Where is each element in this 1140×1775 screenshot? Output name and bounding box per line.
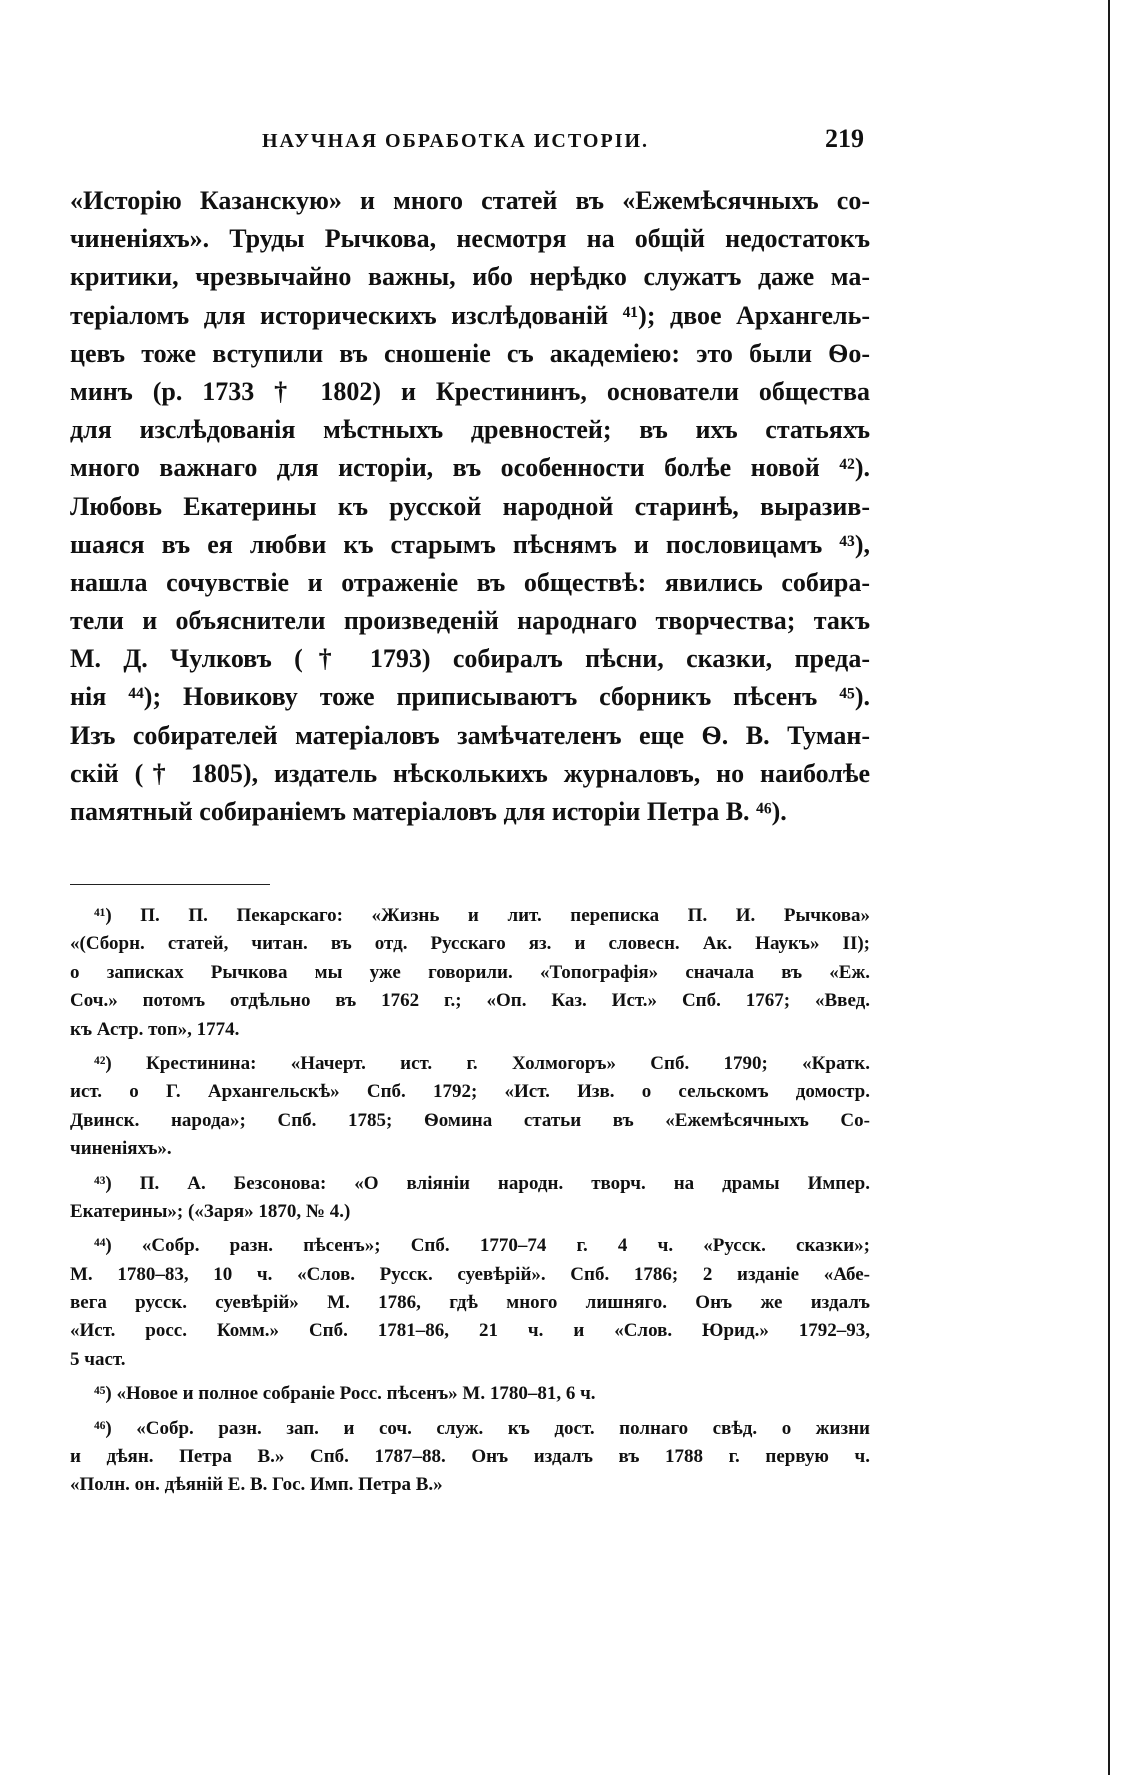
text-line: скій († 1805), издатель нѣсколькихъ журналовъ, но наиболѣе bbox=[70, 758, 870, 788]
footnote-line: о записках Рычкова мы уже говорили. «Топографія» сначала въ «Еж. bbox=[70, 961, 870, 983]
text-line: чиненіяхъ». Труды Рычкова, несмотря на общій недостатокъ bbox=[70, 224, 870, 254]
footnote-line: ⁴³) П. А. Безсонова: «О вліяніи народн. творч. на драмы Импер. bbox=[94, 1172, 870, 1194]
footnote-line: «(Сборн. статей, читан. въ отд. Русскаго яз. и словесн. Ак. Наукъ» II); bbox=[70, 933, 870, 955]
footnote-line: вега русск. суевѣрій» М. 1786, гдѣ много лишняго. Онъ же издалъ bbox=[70, 1292, 870, 1314]
text-line: цевъ тоже вступили въ сношеніе съ академіею: это были Ѳо- bbox=[70, 338, 870, 368]
footnote bbox=[70, 1380, 870, 1408]
footnote-line: чиненіяхъ». bbox=[70, 1138, 172, 1160]
footnote-line: ⁴⁴) «Собр. разн. пѣсенъ»; Спб. 1770–74 г. 4 ч. «Русск. сказки»; bbox=[94, 1235, 870, 1257]
text-line: для изслѣдованія мѣстныхъ древностей; въ ихъ статьяхъ bbox=[70, 415, 870, 445]
running-title: НАУЧНАЯ ОБРАБОТКА ИСТОРІИ. bbox=[262, 130, 650, 152]
footnote bbox=[70, 1232, 870, 1374]
text-line: Любовь Екатерины къ русской народной старинѣ, выразив- bbox=[70, 491, 870, 521]
footnote-line: Соч.» потомъ отдѣльно въ 1762 г.; «Оп. Каз. Ист.» Спб. 1767; «Введ. bbox=[70, 990, 870, 1012]
footnote-line: ⁴¹) П. П. Пекарскаго: «Жизнь и лит. переписка П. И. Рычкова» bbox=[94, 905, 870, 926]
text-line: много важнаго для исторіи, въ особенности болѣе новой ⁴²). bbox=[70, 453, 870, 483]
footnote-line: ⁴⁵) «Новое и полное собраніе Росс. пѣсенъ» М. 1780–81, 6 ч. bbox=[94, 1383, 596, 1405]
text-line: «Исторію Казанскую» и много статей въ «Ежемѣсячныхъ со- bbox=[70, 186, 870, 215]
footnote-separator bbox=[70, 884, 270, 885]
footnote-line: «Полн. он. дѣяній Е. В. Гос. Имп. Петра В.» bbox=[70, 1474, 443, 1496]
footnote-line: ист. о Г. Архангельскѣ» Спб. 1792; «Ист. Изв. о сельскомъ домостр. bbox=[70, 1081, 870, 1103]
footnote-line: Екатерины»; («Заря» 1870, № 4.) bbox=[70, 1200, 351, 1222]
footnote-line: «Ист. росс. Комм.» Спб. 1781–86, 21 ч. и «Слов. Юрид.» 1792–93, bbox=[70, 1320, 870, 1342]
page-number: 219 bbox=[825, 124, 864, 153]
text-line: минъ (р. 1733 † 1802) и Крестининъ, основатели общества bbox=[70, 376, 870, 406]
footnote-line: и дѣян. Петра В.» Спб. 1787–88. Онъ издалъ въ 1788 г. первую ч. bbox=[70, 1446, 870, 1468]
footnote bbox=[70, 1050, 870, 1164]
footnote bbox=[70, 902, 870, 1044]
text-line: Изъ собирателей матеріаловъ замѣчателенъ еще Ѳ. В. Туман- bbox=[70, 720, 870, 750]
text-line: нія ⁴⁴); Новикову тоже приписываютъ сборникъ пѣсенъ ⁴⁵). bbox=[70, 682, 870, 712]
text-line: критики, чрезвычайно важны, ибо нерѣдко служатъ даже ма- bbox=[70, 262, 870, 292]
footnote bbox=[70, 1415, 870, 1500]
footnote bbox=[70, 1170, 870, 1227]
main-text bbox=[70, 182, 870, 831]
page-header bbox=[70, 124, 870, 164]
text-line: памятный собираніемъ матеріаловъ для исторіи Петра В. ⁴⁶). bbox=[70, 797, 787, 826]
text-line: М. Д. Чулковъ († 1793) собиралъ пѣсни, сказки, преда- bbox=[70, 644, 870, 674]
footnote-line: 5 част. bbox=[70, 1348, 126, 1370]
text-line: теріаломъ для историческихъ изслѣдованій ⁴¹); двое Архангель- bbox=[70, 300, 870, 330]
footnote-line: ⁴⁶) «Собр. разн. зап. и соч. служ. къ дост. полнаго свѣд. о жизни bbox=[94, 1417, 870, 1439]
text-line: шаяся въ ея любви къ старымъ пѣснямъ и пословицамъ ⁴³), bbox=[70, 529, 870, 559]
footnotes bbox=[70, 902, 870, 1500]
footnote-line: къ Астр. топ», 1774. bbox=[70, 1018, 240, 1040]
page-edge-line bbox=[1108, 0, 1110, 1775]
footnote-line: Двинск. народа»; Спб. 1785; Ѳомина статьи въ «Ежемѣсячныхъ Со- bbox=[70, 1109, 870, 1131]
footnote-line: М. 1780–83, 10 ч. «Слов. Русск. суевѣрій». Спб. 1786; 2 изданіе «Абе- bbox=[70, 1263, 870, 1285]
text-line: нашла сочувствіе и отраженіе въ обществѣ: явились собира- bbox=[70, 567, 870, 597]
footnote-line: ⁴²) Крестинина: «Начерт. ист. г. Холмогоръ» Спб. 1790; «Кратк. bbox=[94, 1052, 870, 1074]
text-line: тели и объяснители произведеній народнаго творчества; такъ bbox=[70, 606, 870, 636]
